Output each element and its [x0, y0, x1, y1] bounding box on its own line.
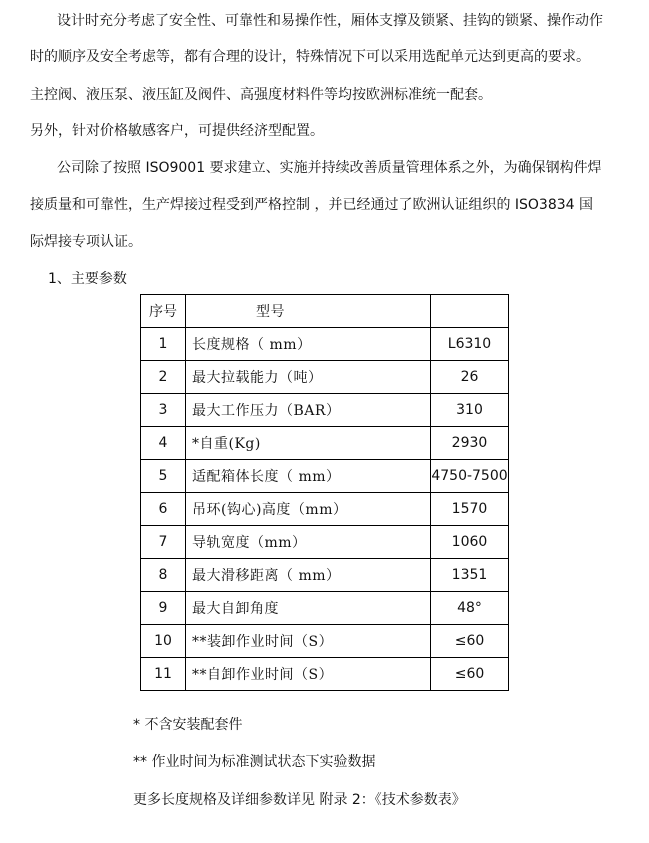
table-row	[141, 460, 509, 493]
row-index: 1	[141, 328, 186, 361]
paragraph-3: 另外，针对价格敏感客户，可提供经济型配置。	[30, 123, 324, 139]
row-value: 1570	[431, 493, 509, 526]
row-parameter: 最大工作压力（BAR）	[186, 394, 431, 427]
row-value: 1060	[431, 526, 509, 559]
row-value: 4750-7500	[431, 460, 509, 493]
note-appendix-reference: 更多长度规格及详细参数详见 附录 2：《技术参数表》	[133, 792, 466, 808]
table-row	[141, 526, 509, 559]
row-index: 9	[141, 592, 186, 625]
paragraph-4-line-2: 接质量和可靠性，生产焊接过程受到严格控制 ，并已经通过了欧洲认证组织的 ISO3834 国	[30, 197, 594, 213]
row-value: ≤60	[431, 625, 509, 658]
header-value	[431, 295, 509, 328]
paragraph-1-line-2: 时的顺序及安全考虑等，都有合理的设计，特殊情况下可以采用选配单元达到更高的要求。	[30, 49, 590, 65]
row-value: 1351	[431, 559, 509, 592]
row-value: 310	[431, 394, 509, 427]
table-header-row	[141, 295, 509, 328]
parameters-table	[140, 294, 509, 691]
header-model: 型号	[186, 295, 431, 328]
paragraph-4-line-1: 公司除了按照 ISO9001 要求建立、实施并持续改善质量管理体系之外，为确保钢构件焊	[57, 160, 602, 176]
note-operation-time: ** 作业时间为标准测试状态下实验数据	[133, 754, 376, 770]
table-row	[141, 658, 509, 691]
row-index: 6	[141, 493, 186, 526]
row-index: 3	[141, 394, 186, 427]
paragraph-2: 主控阀、液压泵、液压缸及阀件、高强度材料件等均按欧洲标准统一配套。	[30, 87, 492, 103]
row-index: 11	[141, 658, 186, 691]
row-parameter: 长度规格（ mm）	[186, 328, 431, 361]
row-parameter: 导轨宽度（mm）	[186, 526, 431, 559]
row-value: 2930	[431, 427, 509, 460]
paragraph-4-line-3: 际焊接专项认证。	[30, 234, 142, 250]
section-heading: 1、主要参数	[48, 271, 127, 287]
row-parameter: 吊环(钩心)高度（mm）	[186, 493, 431, 526]
row-parameter: 适配箱体长度（ mm）	[186, 460, 431, 493]
table-row	[141, 361, 509, 394]
table-row	[141, 592, 509, 625]
table-row	[141, 493, 509, 526]
row-parameter: 最大自卸角度	[186, 592, 431, 625]
row-index: 7	[141, 526, 186, 559]
paragraph-1-line-1: 设计时充分考虑了安全性、可靠性和易操作性，厢体支撑及锁紧、挂钩的锁紧、操作动作	[57, 13, 603, 29]
table-row	[141, 394, 509, 427]
note-no-accessories: * 不含安装配套件	[133, 717, 243, 733]
table-row	[141, 328, 509, 361]
row-value: L6310	[431, 328, 509, 361]
row-parameter: **装卸作业时间（S）	[186, 625, 431, 658]
table-row	[141, 427, 509, 460]
row-index: 5	[141, 460, 186, 493]
row-parameter: *自重(Kg)	[186, 427, 431, 460]
row-value: 26	[431, 361, 509, 394]
row-parameter: **自卸作业时间（S）	[186, 658, 431, 691]
row-parameter: 最大拉载能力（吨）	[186, 361, 431, 394]
row-index: 8	[141, 559, 186, 592]
row-index: 4	[141, 427, 186, 460]
row-index: 10	[141, 625, 186, 658]
table-row	[141, 559, 509, 592]
row-value: 48°	[431, 592, 509, 625]
row-parameter: 最大滑移距离（ mm）	[186, 559, 431, 592]
header-index: 序号	[141, 295, 186, 328]
row-index: 2	[141, 361, 186, 394]
row-value: ≤60	[431, 658, 509, 691]
table-row	[141, 625, 509, 658]
